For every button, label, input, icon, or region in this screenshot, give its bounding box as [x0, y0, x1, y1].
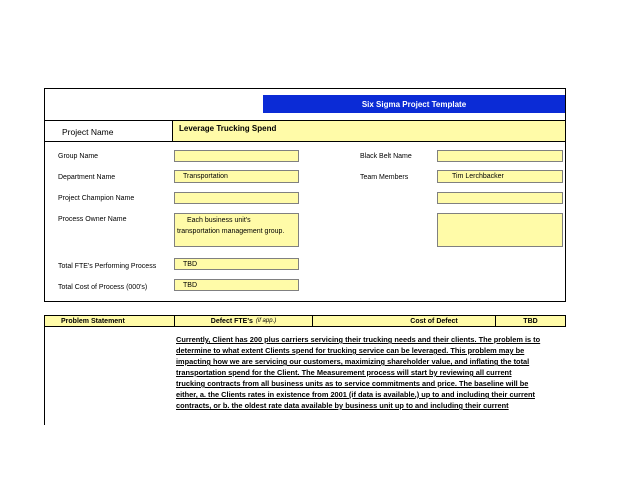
defect-fte-label: Defect FTE's [210, 317, 253, 325]
champion-name-field[interactable] [174, 192, 299, 204]
total-fte-label: Total FTE's Performing Process [58, 263, 157, 270]
problem-statement-header [44, 315, 566, 327]
problem-line: Currently, Client has 200 plus carriers servicing their trucking needs and their clients. The problem is to [176, 335, 541, 344]
total-cost-value: TBD [183, 282, 197, 289]
problem-line: trucking contracts from all business units as to service commitments and price. The baseline will be [176, 379, 529, 388]
black-belt-field[interactable] [437, 150, 563, 162]
department-name-field[interactable] [174, 170, 299, 183]
problem-statement-text [176, 334, 564, 411]
department-name-label: Department Name [58, 174, 116, 181]
group-name-field[interactable] [174, 150, 299, 162]
department-value: Transportation [183, 173, 228, 180]
project-name-field[interactable] [172, 121, 565, 141]
problem-statement-label: Problem Statement [61, 317, 125, 325]
group-name-label: Group Name [58, 153, 99, 160]
problem-line: contracts, or b. the oldest rate data available by business unit up to and including their current [176, 401, 509, 410]
total-fte-value: TBD [183, 261, 197, 268]
team-members-field[interactable] [437, 170, 563, 183]
cost-of-defect-label: Cost of Defect [410, 317, 458, 325]
process-owner-line1: Each business unit's [187, 217, 251, 224]
template-title-bar [263, 95, 565, 113]
champion-name-label: Project Champion Name [58, 195, 135, 202]
project-name-label: Project Name [62, 127, 114, 137]
process-owner-line2: transportation management group. [177, 228, 285, 235]
problem-line: determine to what extent Clients spend for trucking service can be leveraged. This problem may be [176, 346, 525, 355]
problem-left-border [44, 327, 45, 425]
total-cost-label: Total Cost of Process (000's) [58, 284, 148, 291]
project-name-value: Leverage Trucking Spend [179, 124, 277, 133]
cost-of-defect-value: TBD [523, 317, 538, 325]
black-belt-label: Black Belt Name [360, 153, 412, 160]
page-title: Six Sigma Project Template [361, 99, 467, 109]
defect-fte-note: (if app.) [255, 318, 277, 324]
team-members-value: Tim Lerchbacker [452, 173, 504, 180]
process-owner-field[interactable] [174, 213, 299, 247]
total-cost-field[interactable] [174, 279, 299, 291]
champion-extra-field[interactable] [437, 192, 563, 204]
process-owner-label: Process Owner Name [58, 216, 127, 223]
problem-line: either, a. the Clients rates in existence from 2001 (if data is available,) up to and including their current [176, 390, 535, 399]
total-fte-field[interactable] [174, 258, 299, 270]
problem-line: impacting how we are servicing our customers, maximizing shareholder value, and inflating the total [176, 357, 530, 366]
process-owner-extra-field[interactable] [437, 213, 563, 247]
problem-line: transportation spend for the Client. The Measurement process will start by reviewing all current [176, 368, 512, 377]
team-members-label: Team Members [360, 174, 409, 181]
